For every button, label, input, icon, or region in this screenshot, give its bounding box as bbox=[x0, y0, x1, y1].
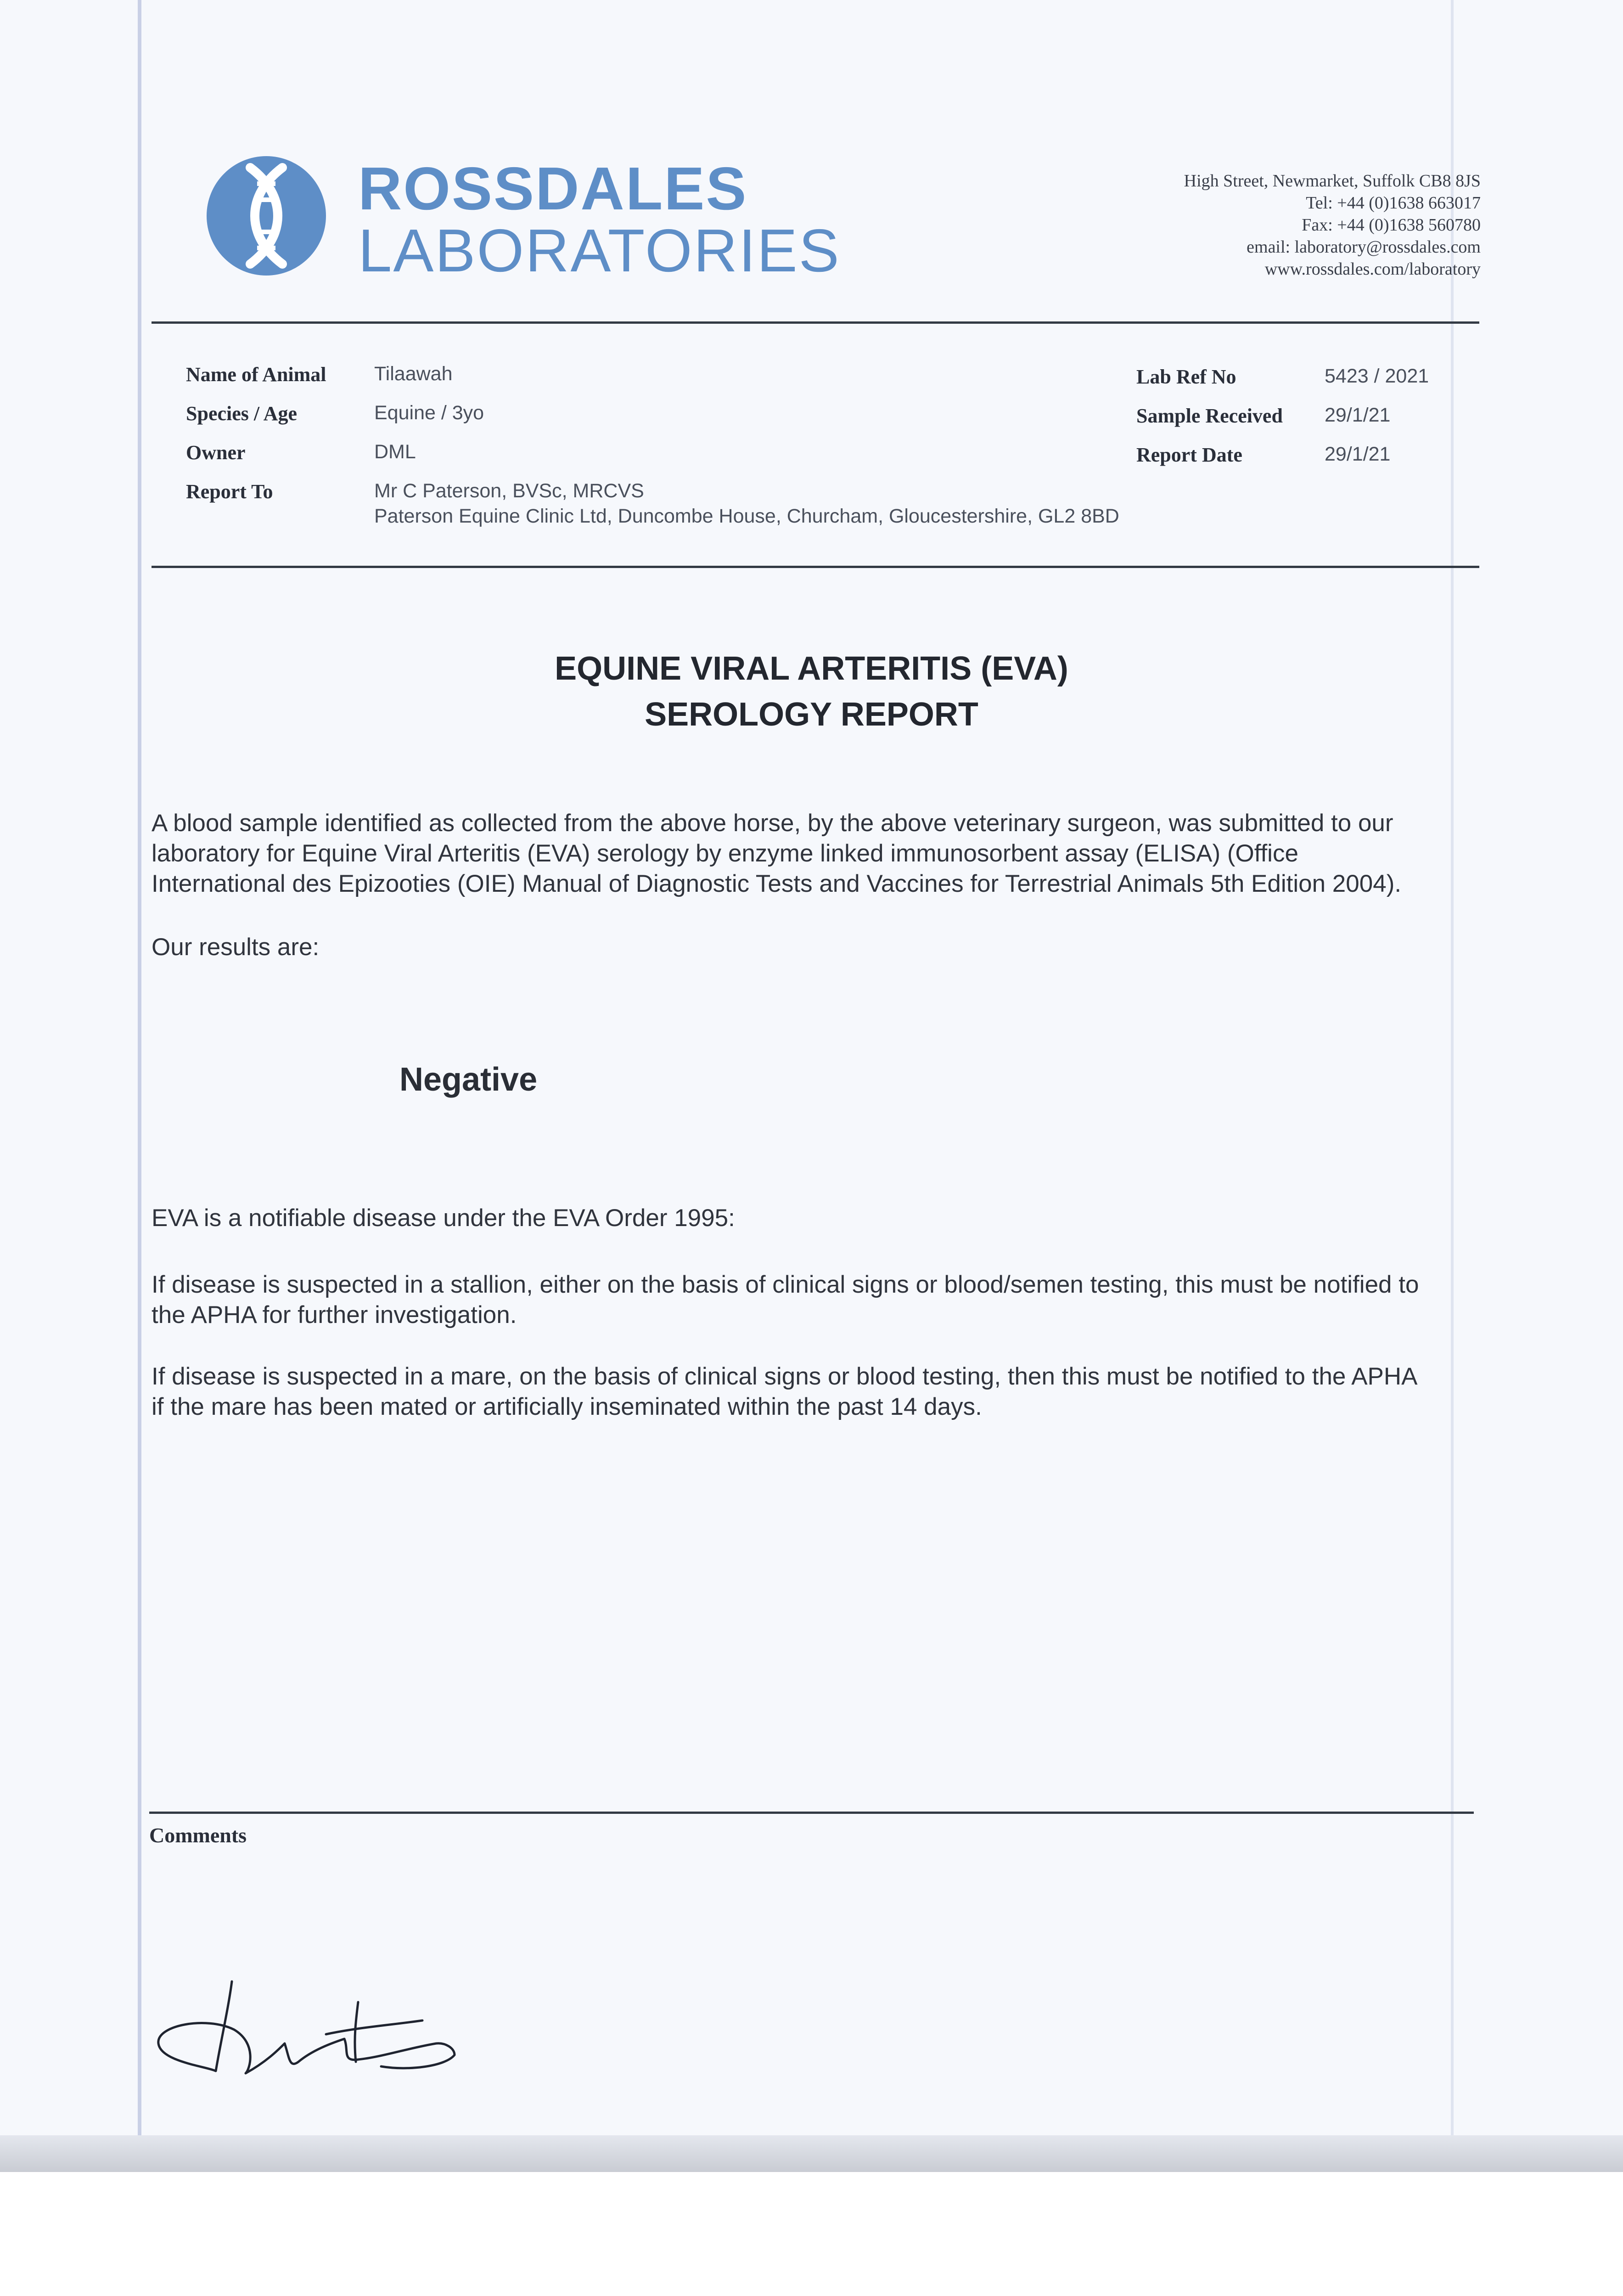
sample-received-value: 29/1/21 bbox=[1325, 404, 1391, 426]
text-line: International des Epizooties (OIE) Manual of Diagnostic Tests and Vaccines for Terrestrial Animals 5th Edition 2004). bbox=[152, 870, 1402, 897]
text-line: If disease is suspected in a mare, on the basis of clinical signs or blood testing, then this must be notified to the APHA bbox=[152, 1363, 1418, 1390]
test-result: Negative bbox=[399, 1061, 538, 1098]
report-date-value: 29/1/21 bbox=[1325, 443, 1391, 465]
lab-ref-label: Lab Ref No bbox=[1136, 366, 1236, 388]
intro-paragraph bbox=[152, 808, 1474, 899]
report-to-address: Paterson Equine Clinic Ltd, Duncombe House, Churcham, Gloucestershire, GL2 8BD bbox=[374, 505, 1119, 527]
scan-edge-left bbox=[138, 0, 141, 2149]
species-label: Species / Age bbox=[186, 402, 297, 425]
text-line: A blood sample identified as collected from the above horse, by the above veterinary surgeon, was submitted to our bbox=[152, 810, 1393, 837]
email-link[interactable]: email: laboratory@rossdales.com bbox=[1247, 237, 1481, 257]
comments-label: Comments bbox=[149, 1823, 247, 1847]
text-line: If disease is suspected in a stallion, either on the basis of clinical signs or blood/semen testing, this must be notified to bbox=[152, 1271, 1419, 1298]
stallion-paragraph bbox=[152, 1270, 1474, 1330]
scan-edge-right bbox=[1451, 0, 1454, 2135]
report-title: EQUINE VIRAL ARTERITIS (EVA) bbox=[555, 650, 1068, 687]
text-line: if the mare has been mated or artificially inseminated within the past 14 days. bbox=[152, 1393, 982, 1420]
report-subtitle: SEROLOGY REPORT bbox=[645, 696, 978, 733]
notifiable-statement: EVA is a notifiable disease under the EVA Order 1995: bbox=[152, 1204, 735, 1232]
brand-name: ROSSDALES bbox=[358, 155, 748, 222]
brand-subname: LABORATORIES bbox=[358, 217, 841, 284]
text-line: laboratory for Equine Viral Arteritis (EVA) serology by enzyme linked immunosorbent assay (ELISA) (Office bbox=[152, 840, 1298, 867]
text-line: the APHA for further investigation. bbox=[152, 1301, 517, 1328]
owner-label: Owner bbox=[186, 441, 246, 464]
report-date-label: Report Date bbox=[1136, 444, 1242, 466]
owner-value: DML bbox=[374, 441, 416, 463]
name-label: Name of Animal bbox=[186, 363, 326, 386]
comments-divider bbox=[149, 1812, 1474, 1814]
website-link[interactable]: www.rossdales.com/laboratory bbox=[1264, 259, 1481, 279]
header-divider bbox=[152, 321, 1479, 324]
details-divider bbox=[152, 566, 1479, 568]
fax: Fax: +44 (0)1638 560780 bbox=[1302, 215, 1481, 235]
address-line: High Street, Newmarket, Suffolk CB8 8JS bbox=[1184, 171, 1481, 191]
scan-shadow bbox=[0, 2135, 1623, 2172]
dna-helix-icon bbox=[202, 152, 331, 280]
lab-address bbox=[1184, 170, 1481, 280]
telephone: Tel: +44 (0)1638 663017 bbox=[1306, 193, 1481, 213]
results-intro: Our results are: bbox=[152, 934, 320, 961]
lab-ref-value: 5423 / 2021 bbox=[1325, 365, 1429, 387]
sample-received-label: Sample Received bbox=[1136, 405, 1283, 427]
report-to-name: Mr C Paterson, BVSc, MRCVS bbox=[374, 480, 644, 502]
name-value: Tilaawah bbox=[374, 363, 453, 385]
report-to-label: Report To bbox=[186, 480, 273, 503]
species-value: Equine / 3yo bbox=[374, 402, 484, 424]
mare-paragraph bbox=[152, 1362, 1474, 1422]
signature bbox=[152, 1975, 500, 2080]
